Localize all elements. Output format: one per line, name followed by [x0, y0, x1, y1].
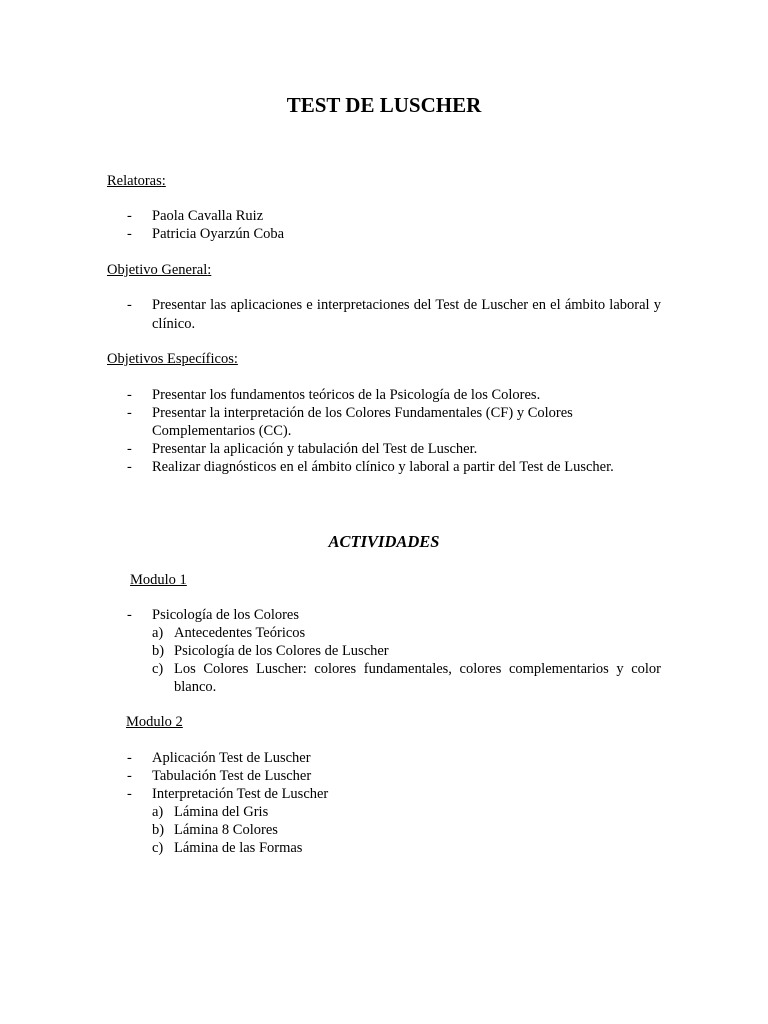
sublist-marker: c) — [152, 661, 164, 677]
dash-bullet: - — [127, 786, 132, 802]
objetivo-general-heading — [107, 261, 211, 279]
sublist-item-text: Lámina 8 Colores — [174, 822, 278, 838]
list-item — [127, 207, 661, 225]
dash-bullet: - — [127, 750, 132, 766]
list-item-text: Realizar diagnósticos en el ámbito clínico y laboral a partir del Test de Luscher. — [152, 459, 614, 475]
dash-bullet: - — [127, 226, 132, 242]
list-item-text: Presentar las aplicaciones e interpretaciones del Test de Luscher en el ámbito laboral y clínico. — [152, 297, 661, 332]
list-item — [127, 606, 661, 696]
dash-bullet: - — [127, 459, 132, 475]
dash-bullet: - — [127, 441, 132, 457]
list-item-text: Presentar la aplicación y tabulación del Test de Luscher. — [152, 441, 478, 457]
dash-bullet: - — [127, 768, 132, 784]
objetivos-especificos-list — [127, 386, 661, 476]
sublist-item-text: Psicología de los Colores de Luscher — [174, 643, 389, 659]
list-item-text: Psicología de los Colores — [152, 607, 300, 623]
list-item-text: Tabulación Test de Luscher — [152, 768, 312, 784]
modulo-2-heading: Modulo 2 — [126, 714, 183, 730]
list-item — [127, 225, 661, 243]
sublist-item — [152, 642, 661, 660]
list-item — [127, 785, 661, 857]
list-item — [127, 296, 661, 334]
sublist-item — [152, 660, 661, 696]
relatoras-list — [127, 207, 661, 243]
sublist-marker: b) — [152, 643, 165, 659]
modulo-1-sublist — [152, 624, 661, 696]
dash-bullet: - — [127, 297, 132, 313]
modulo-2-sublist — [152, 803, 661, 857]
list-item — [127, 386, 661, 404]
dash-bullet: - — [127, 387, 132, 403]
sublist-item-text: Lámina del Gris — [174, 804, 269, 820]
sublist-item — [152, 839, 661, 857]
list-item-text: Aplicación Test de Luscher — [152, 750, 311, 766]
objetivo-general-list — [127, 296, 661, 334]
sublist-item — [152, 821, 661, 839]
sublist-marker: a) — [152, 625, 164, 641]
relatoras-heading — [107, 172, 166, 190]
modulo-1-heading: Modulo 1 — [130, 572, 187, 588]
list-item — [127, 404, 661, 440]
sublist-marker: c) — [152, 840, 164, 856]
list-item-text: Paola Cavalla Ruiz — [152, 208, 264, 224]
document-title: TEST DE LUSCHER — [286, 93, 482, 117]
modulo-1-list — [127, 606, 661, 696]
sublist-item-text: Los Colores Luscher: colores fundamentales, colores complementarios y color blanco. — [174, 661, 661, 695]
sublist-item — [152, 803, 661, 821]
sublist-marker: b) — [152, 822, 165, 838]
list-item — [127, 458, 661, 476]
dash-bullet: - — [127, 607, 132, 623]
dash-bullet: - — [127, 405, 132, 421]
list-item — [127, 440, 661, 458]
list-item-text: Presentar la interpretación de los Colores Fundamentales (CF) y Colores Complementarios (CC). — [152, 405, 573, 439]
heading-colon: : — [207, 262, 212, 278]
relatoras-heading-text: Relatoras — [107, 173, 162, 189]
list-item — [127, 767, 661, 785]
sublist-item-text: Lámina de las Formas — [174, 840, 303, 856]
sublist-marker: a) — [152, 804, 164, 820]
actividades-heading: ACTIVIDADES — [328, 532, 440, 551]
list-item-text: Patricia Oyarzún Coba — [152, 226, 285, 242]
list-item-text: Presentar los fundamentos teóricos de la Psicología de los Colores. — [152, 387, 541, 403]
sublist-item-text: Antecedentes Teóricos — [174, 625, 306, 641]
dash-bullet: - — [127, 208, 132, 224]
list-item-text: Interpretación Test de Luscher — [152, 786, 329, 802]
objetivos-especificos-heading: Objetivos Específicos: — [107, 351, 238, 367]
modulo-2-list — [127, 749, 661, 857]
list-item — [127, 749, 661, 767]
heading-colon: : — [161, 173, 166, 189]
sublist-item — [152, 624, 661, 642]
objetivo-general-heading-text: Objetivo General — [107, 262, 208, 278]
